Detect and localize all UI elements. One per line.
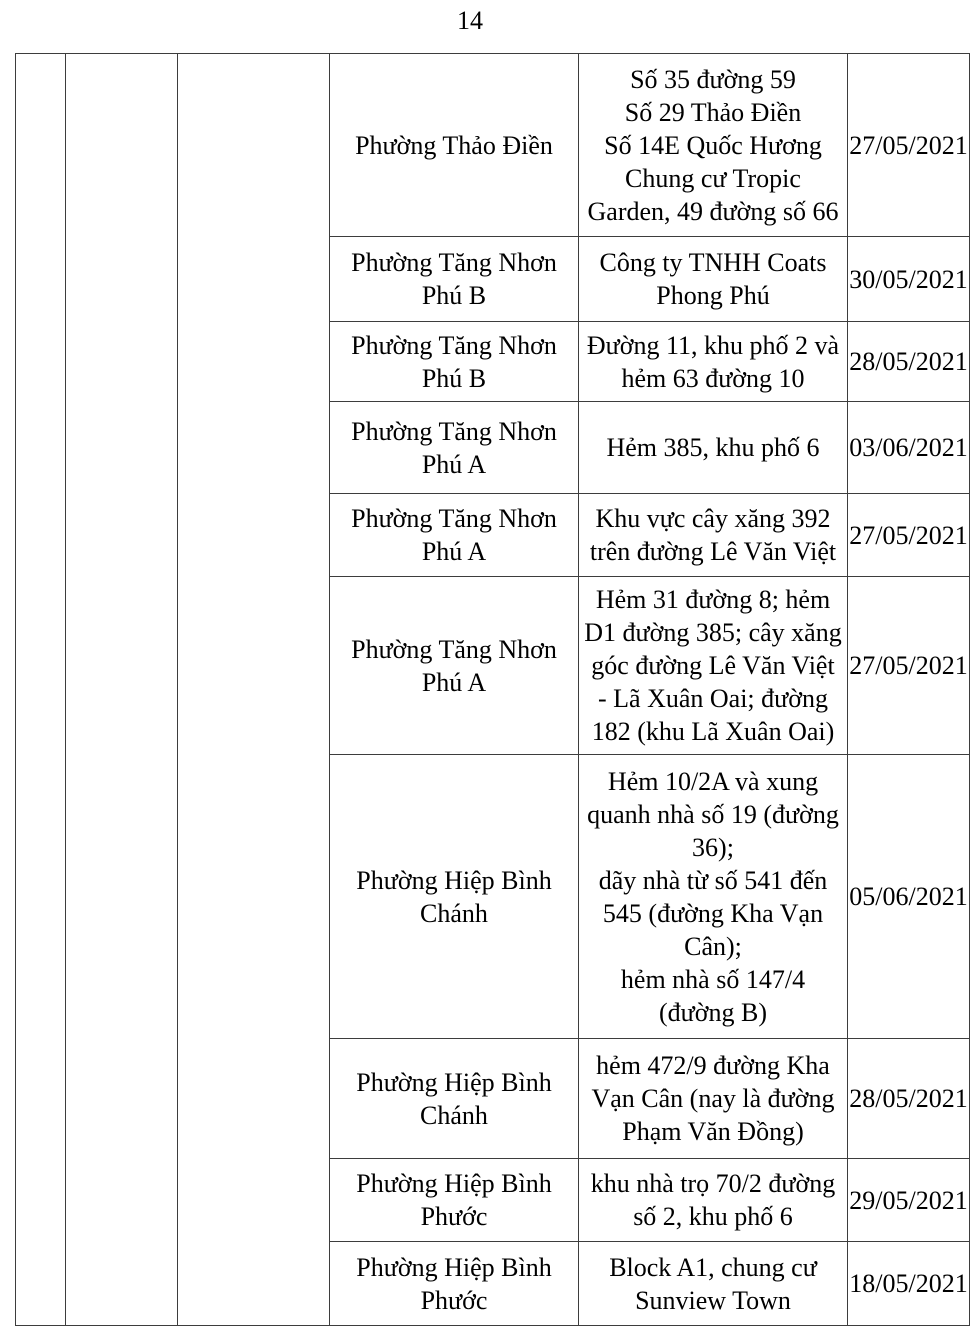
address-cell bbox=[579, 237, 848, 322]
ward-line: Phường Tăng Nhơn bbox=[351, 330, 557, 360]
ward-cell bbox=[330, 1159, 579, 1242]
address-line: trên đường Lê Văn Việt bbox=[589, 537, 837, 566]
address-line: Hẻm 385, khu phố 6 bbox=[606, 433, 820, 462]
address-line: Số 29 Thảo Điền bbox=[624, 97, 802, 127]
address-line: Số 14E Quốc Hương bbox=[604, 130, 822, 160]
ward-cell bbox=[330, 755, 579, 1039]
address-line: 36); bbox=[692, 832, 734, 862]
address-line: dãy nhà từ số 541 đến bbox=[598, 865, 828, 895]
address-line: Hẻm 10/2A và xung bbox=[607, 766, 819, 796]
ward-line: Phú B bbox=[421, 363, 487, 393]
address-line: hẻm 472/9 đường Kha bbox=[596, 1051, 830, 1080]
address-line: Công ty TNHH Coats bbox=[599, 248, 827, 277]
ward-cell bbox=[330, 1242, 579, 1326]
date-cell: 03/06/2021 bbox=[848, 402, 970, 494]
ward-line: Phường Tăng Nhơn bbox=[351, 634, 557, 664]
date-cell: 05/06/2021 bbox=[848, 755, 970, 1039]
ward-cell bbox=[330, 494, 579, 577]
empty-cell-3 bbox=[178, 54, 330, 1326]
ward-address-date-table bbox=[15, 53, 970, 1326]
ward-line: Phường Tăng Nhơn bbox=[351, 504, 557, 533]
ward-line: Phước bbox=[420, 1285, 488, 1315]
ward-line: Chánh bbox=[420, 898, 488, 928]
ward-line: Phường Thảo Điền bbox=[355, 130, 553, 160]
ward-cell bbox=[330, 577, 579, 755]
address-line: quanh nhà số 19 (đường bbox=[587, 799, 839, 829]
address-cell bbox=[579, 322, 848, 402]
ward-line: Phú A bbox=[421, 449, 487, 479]
address-line: Vạn Cân (nay là đường bbox=[591, 1084, 835, 1113]
address-line: hẻm nhà số 147/4 bbox=[620, 964, 806, 994]
address-line: Cân); bbox=[684, 931, 742, 961]
address-line: 545 (đường Kha Vạn bbox=[602, 898, 824, 928]
address-line: Số 35 đường 59 bbox=[630, 64, 796, 94]
ward-line: Phú B bbox=[421, 281, 487, 310]
address-cell bbox=[579, 494, 848, 577]
address-cell bbox=[579, 54, 848, 237]
date-cell: 27/05/2021 bbox=[848, 577, 970, 755]
address-cell bbox=[579, 402, 848, 494]
address-cell bbox=[579, 1159, 848, 1242]
date-cell: 29/05/2021 bbox=[848, 1159, 970, 1242]
address-cell bbox=[579, 755, 848, 1039]
date-cell: 28/05/2021 bbox=[848, 1039, 970, 1159]
ward-cell bbox=[330, 322, 579, 402]
ward-line: Phường Hiệp Bình bbox=[356, 865, 552, 895]
ward-line: Phú A bbox=[421, 537, 487, 566]
address-line: Phong Phú bbox=[656, 281, 770, 310]
address-cell bbox=[579, 1039, 848, 1159]
date-cell: 18/05/2021 bbox=[848, 1242, 970, 1326]
address-line: D1 đường 385; cây xăng bbox=[584, 618, 842, 647]
address-line: - Lã Xuân Oai; đường bbox=[597, 684, 828, 713]
date-cell: 27/05/2021 bbox=[848, 494, 970, 577]
ward-line: Phú A bbox=[421, 667, 487, 697]
ward-cell bbox=[330, 237, 579, 322]
date-cell: 27/05/2021 bbox=[848, 54, 970, 237]
ward-line: Chánh bbox=[420, 1100, 488, 1130]
address-line: hẻm 63 đường 10 bbox=[621, 363, 805, 393]
page-number: 14 bbox=[457, 6, 483, 35]
address-line: Chung cư Tropic bbox=[625, 163, 801, 193]
empty-cell-1 bbox=[16, 54, 66, 1326]
address-line: 182 (khu Lã Xuân Oai) bbox=[591, 717, 835, 746]
address-line: Garden, 49 đường số 66 bbox=[587, 196, 839, 226]
empty-cell-2 bbox=[66, 54, 178, 1326]
ward-line: Phước bbox=[420, 1202, 488, 1231]
ward-line: Phường Tăng Nhơn bbox=[351, 416, 557, 446]
ward-cell bbox=[330, 402, 579, 494]
ward-line: Phường Hiệp Bình bbox=[356, 1067, 552, 1097]
ward-line: Phường Hiệp Bình bbox=[356, 1252, 552, 1282]
address-line: Khu vực cây xăng 392 bbox=[595, 504, 831, 533]
address-line: Hẻm 31 đường 8; hẻm bbox=[595, 585, 831, 614]
address-line: Sunview Town bbox=[635, 1285, 791, 1315]
ward-line: Phường Tăng Nhơn bbox=[351, 248, 557, 277]
ward-cell bbox=[330, 1039, 579, 1159]
date-cell: 30/05/2021 bbox=[848, 237, 970, 322]
address-line: Đường 11, khu phố 2 và bbox=[586, 330, 840, 360]
ward-cell bbox=[330, 54, 579, 237]
address-line: khu nhà trọ 70/2 đường bbox=[590, 1169, 836, 1198]
address-line: số 2, khu phố 6 bbox=[633, 1202, 793, 1231]
address-line: Block A1, chung cư bbox=[609, 1252, 817, 1282]
table-row bbox=[16, 54, 970, 237]
date-cell: 28/05/2021 bbox=[848, 322, 970, 402]
address-cell bbox=[579, 1242, 848, 1326]
address-line: (đường B) bbox=[659, 997, 767, 1027]
address-line: Phạm Văn Đồng) bbox=[622, 1117, 804, 1146]
address-cell bbox=[579, 577, 848, 755]
address-line: góc đường Lê Văn Việt bbox=[591, 651, 835, 680]
ward-line: Phường Hiệp Bình bbox=[356, 1169, 552, 1198]
